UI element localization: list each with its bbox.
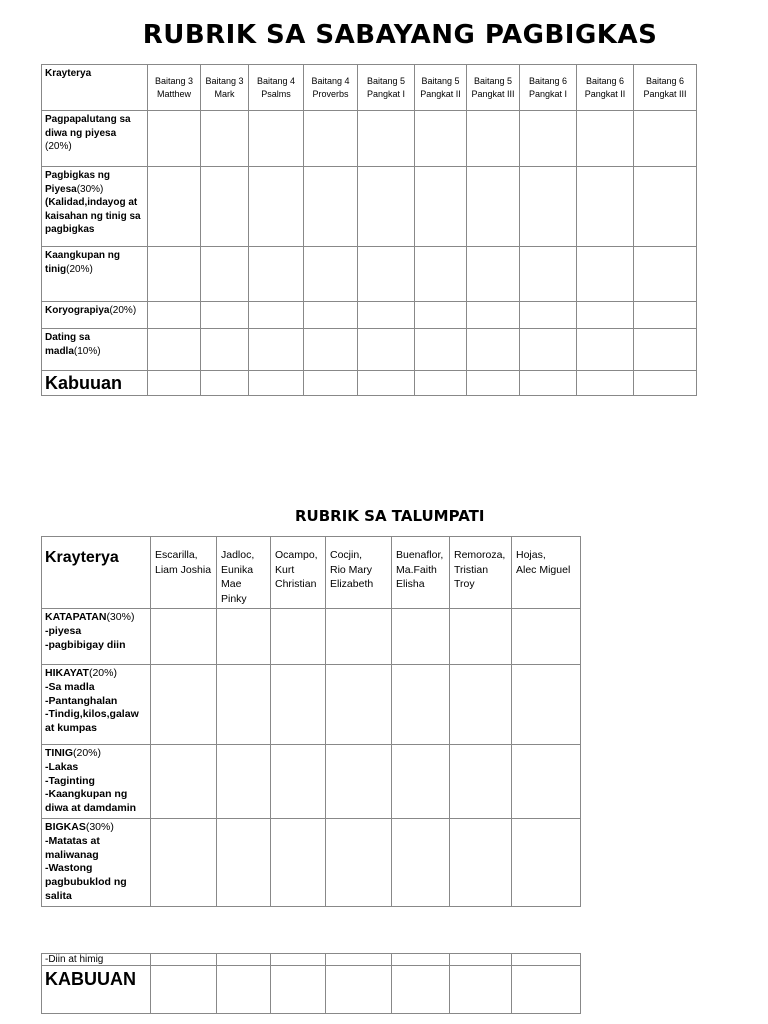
score-cell	[450, 609, 512, 665]
talumpati-total-table	[41, 953, 581, 1014]
score-cell	[415, 247, 467, 302]
total-cell	[271, 966, 326, 1014]
criteria-name: Koryograpiya	[45, 305, 110, 316]
score-cell	[512, 954, 581, 966]
score-cell	[249, 167, 304, 247]
score-cell	[217, 954, 271, 966]
total-cell	[358, 371, 415, 396]
column-header: Baitang 4 Psalms	[249, 65, 304, 111]
criteria-name: Kaangkupan ng tinig	[45, 250, 121, 275]
score-cell	[358, 302, 415, 329]
score-cell	[415, 329, 467, 371]
total-cell	[304, 371, 358, 396]
criteria-detail: (Kalidad,indayog at kaisahan ng tinig sa pagbigkas	[45, 197, 141, 235]
criteria-cell	[42, 609, 151, 665]
column-header: Baitang 6 Pangkat I	[520, 65, 577, 111]
score-cell	[467, 111, 520, 167]
criteria-name: Dating sa madla	[45, 332, 91, 357]
rubric2-title: RUBRIK SA TALUMPATI	[295, 507, 485, 525]
score-cell	[467, 302, 520, 329]
criteria-name: Pagbigkas ng Piyesa	[45, 170, 111, 195]
criteria-cell	[42, 302, 148, 329]
score-cell	[326, 745, 392, 819]
criteria-item: -Kaangkupan ng diwa at damdamin	[45, 788, 137, 815]
criteria-weight: (30%)	[76, 183, 104, 195]
column-header: Baitang 6 Pangkat III	[634, 65, 697, 111]
score-cell	[249, 329, 304, 371]
total-label: KABUUAN	[42, 966, 151, 1014]
total-cell	[249, 371, 304, 396]
total-cell	[201, 371, 249, 396]
criteria-item: -Wastong pagbubuklod ng salita	[45, 862, 127, 902]
column-header: Hojas, Alec Miguel	[512, 537, 581, 609]
score-cell	[467, 247, 520, 302]
score-cell	[271, 818, 326, 906]
score-cell	[326, 609, 392, 665]
score-cell	[304, 302, 358, 329]
score-cell	[577, 167, 634, 247]
score-cell	[148, 167, 201, 247]
score-cell	[512, 665, 581, 745]
score-cell	[151, 818, 217, 906]
criteria-item: -Pantanghalan	[45, 694, 118, 707]
score-cell	[304, 247, 358, 302]
column-header: Baitang 5 Pangkat II	[415, 65, 467, 111]
column-header: Buenaflor, Ma.Faith Elisha	[392, 537, 450, 609]
criteria-weight: (20%)	[88, 667, 117, 679]
score-cell	[249, 302, 304, 329]
score-cell	[304, 167, 358, 247]
criteria-name: KATAPATAN	[45, 611, 107, 623]
column-header: Ocampo, Kurt Christian	[271, 537, 326, 609]
score-cell	[271, 609, 326, 665]
score-cell	[326, 665, 392, 745]
score-cell	[392, 954, 450, 966]
score-cell	[217, 609, 271, 665]
score-cell	[634, 111, 697, 167]
column-header: Escarilla, Liam Joshia	[151, 537, 217, 609]
score-cell	[217, 745, 271, 819]
score-cell	[151, 954, 217, 966]
criteria-item: -Taginting	[45, 774, 95, 787]
score-cell	[634, 329, 697, 371]
criteria-cell	[42, 247, 148, 302]
criteria-name: TINIG	[45, 747, 73, 759]
score-cell	[512, 609, 581, 665]
score-cell	[450, 745, 512, 819]
score-cell	[520, 167, 577, 247]
criteria-cell	[42, 745, 151, 819]
score-cell	[304, 329, 358, 371]
score-cell	[326, 954, 392, 966]
score-cell	[450, 818, 512, 906]
total-cell	[520, 371, 577, 396]
score-cell	[634, 167, 697, 247]
column-header: Cocjin, Rio Mary Elizabeth	[326, 537, 392, 609]
score-cell	[467, 167, 520, 247]
total-cell	[148, 371, 201, 396]
score-cell	[520, 329, 577, 371]
criteria-item: -Sa madla	[45, 680, 95, 693]
criteria-name: HIKAYAT	[45, 667, 89, 679]
total-cell	[512, 966, 581, 1014]
total-cell	[415, 371, 467, 396]
score-cell	[415, 111, 467, 167]
sabayang-pagbigkas-table	[41, 64, 697, 396]
total-cell	[151, 966, 217, 1014]
criteria-name: BIGKAS	[45, 820, 86, 833]
score-cell	[577, 329, 634, 371]
total-cell	[217, 966, 271, 1014]
talumpati-table	[41, 536, 581, 907]
criteria-weight: (30%)	[106, 611, 135, 623]
score-cell	[217, 665, 271, 745]
criteria-weight: (30%)	[85, 820, 114, 833]
total-label: Kabuuan	[42, 371, 148, 396]
score-cell	[358, 167, 415, 247]
total-cell	[450, 966, 512, 1014]
score-cell	[148, 302, 201, 329]
score-cell	[201, 329, 249, 371]
score-cell	[151, 609, 217, 665]
score-cell	[217, 818, 271, 906]
score-cell	[520, 247, 577, 302]
score-cell	[634, 247, 697, 302]
score-cell	[201, 302, 249, 329]
total-cell	[467, 371, 520, 396]
criteria-header: Krayterya	[42, 537, 151, 609]
criteria-weight: (20%)	[109, 305, 137, 316]
criteria-cell	[42, 665, 151, 745]
score-cell	[271, 665, 326, 745]
criteria-weight: (20%)	[73, 747, 102, 759]
criteria-weight: (10%)	[73, 345, 101, 357]
score-cell	[634, 302, 697, 329]
column-header: Baitang 5 Pangkat III	[467, 65, 520, 111]
score-cell	[450, 665, 512, 745]
score-cell	[148, 111, 201, 167]
criteria-item: -piyesa	[45, 624, 82, 637]
column-header: Baitang 5 Pangkat I	[358, 65, 415, 111]
score-cell	[392, 745, 450, 819]
score-cell	[271, 954, 326, 966]
score-cell	[201, 111, 249, 167]
score-cell	[148, 329, 201, 371]
score-cell	[392, 818, 450, 906]
score-cell	[512, 818, 581, 906]
score-cell	[577, 111, 634, 167]
score-cell	[520, 302, 577, 329]
score-cell	[520, 111, 577, 167]
rubric1-title: RUBRIK SA SABAYANG PAGBIGKAS	[142, 20, 658, 50]
score-cell	[392, 609, 450, 665]
total-cell	[634, 371, 697, 396]
total-cell	[326, 966, 392, 1014]
criteria-item: -Lakas	[45, 760, 79, 773]
criteria-item: -Matatas at maliwanag	[45, 834, 100, 861]
score-cell	[467, 329, 520, 371]
score-cell	[148, 247, 201, 302]
criteria-item: -Diin at himig	[42, 954, 151, 966]
criteria-name: Pagpapalutang sa diwa ng piyesa	[45, 114, 131, 139]
column-header: Remoroza, Tristian Troy	[450, 537, 512, 609]
score-cell	[358, 247, 415, 302]
score-cell	[577, 247, 634, 302]
criteria-item: -pagbibigay diin	[45, 638, 126, 651]
criteria-item: -Tindig,kilos,galaw at kumpas	[45, 708, 139, 735]
score-cell	[415, 302, 467, 329]
criteria-header: Krayterya	[42, 65, 148, 111]
score-cell	[201, 167, 249, 247]
column-header: Baitang 3 Matthew	[148, 65, 201, 111]
score-cell	[151, 745, 217, 819]
total-cell	[392, 966, 450, 1014]
criteria-cell	[42, 329, 148, 371]
score-cell	[326, 818, 392, 906]
score-cell	[249, 247, 304, 302]
score-cell	[358, 329, 415, 371]
score-cell	[512, 745, 581, 819]
criteria-weight: (20%)	[66, 263, 93, 275]
total-cell	[577, 371, 634, 396]
score-cell	[201, 247, 249, 302]
score-cell	[415, 167, 467, 247]
column-header: Baitang 4 Proverbs	[304, 65, 358, 111]
score-cell	[249, 111, 304, 167]
score-cell	[577, 302, 634, 329]
criteria-cell	[42, 167, 148, 247]
criteria-cell	[42, 818, 151, 906]
column-header: Jadloc, Eunika Mae Pinky	[217, 537, 271, 609]
score-cell	[392, 665, 450, 745]
score-cell	[304, 111, 358, 167]
column-header: Baitang 3 Mark	[201, 65, 249, 111]
score-cell	[450, 954, 512, 966]
score-cell	[151, 665, 217, 745]
score-cell	[358, 111, 415, 167]
score-cell	[271, 745, 326, 819]
criteria-cell	[42, 111, 148, 167]
criteria-weight: (20%)	[45, 141, 72, 152]
column-header: Baitang 6 Pangkat II	[577, 65, 634, 111]
